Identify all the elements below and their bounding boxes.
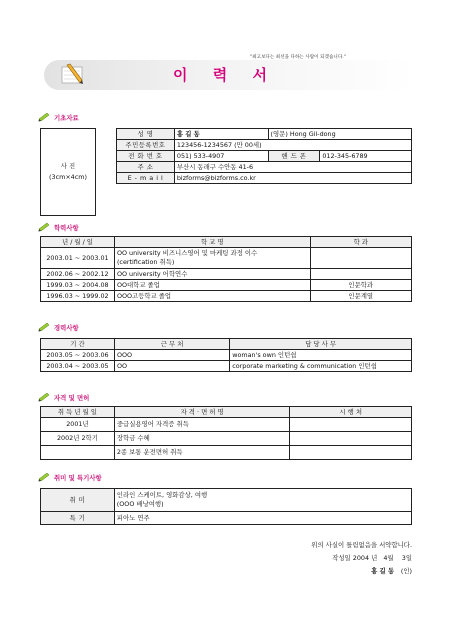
date-label: 작성일 <box>332 554 351 562</box>
issuer-cell <box>290 446 412 460</box>
table-header-row <box>41 339 412 350</box>
column-header: 담 당 사 무 <box>230 339 412 350</box>
table-header-row <box>41 407 412 418</box>
mobile-label: 핸 드 폰 <box>268 151 320 162</box>
date-cell: 2002.06 ~ 2002.12 <box>41 269 115 280</box>
date-year: 2004 년 <box>352 554 378 562</box>
date-cell: 2003.04 ~ 2003.05 <box>41 361 115 372</box>
table-row <box>41 512 412 525</box>
table-row <box>41 269 412 280</box>
date-cell: 2003.01 ~ 2003.01 <box>41 248 115 269</box>
section-title-career <box>38 322 79 332</box>
mobile-value: 012-345-6789 <box>320 151 412 162</box>
pencil-icon <box>60 62 86 88</box>
section-label: 학력사항 <box>54 223 79 232</box>
major-cell: 인문학과 <box>310 280 411 291</box>
issuer-cell <box>290 432 412 446</box>
photo-box <box>40 128 96 216</box>
english-name-cell <box>268 129 411 140</box>
table-row <box>41 432 412 446</box>
date-line <box>332 553 412 562</box>
address-value: 부산시 동래구 수안동 41-6 <box>174 162 411 173</box>
section-title-license <box>38 392 89 402</box>
date-cell: 1996.03 ~ 1999.02 <box>41 291 115 302</box>
hobby-line: 인라인 스케이트, 영화감상, 여행 <box>116 491 208 499</box>
section-title-education <box>38 222 79 232</box>
column-header: 년 / 월 / 일 <box>41 237 115 248</box>
section-title-hobby <box>38 472 102 482</box>
photo-size: (3cm×4cm) <box>49 173 87 181</box>
school-cell: OO university 어학연수 <box>114 269 310 280</box>
section-title-basic <box>38 112 79 122</box>
talent-value: 피아노 연주 <box>114 512 411 525</box>
table-row <box>41 361 412 372</box>
column-header: 근 무 처 <box>114 339 229 350</box>
date-cell: 2003.05 ~ 2003.06 <box>41 350 115 361</box>
section-pencil-icon <box>38 222 52 232</box>
table-row <box>41 446 412 460</box>
school-line: (certification 취득) <box>116 258 175 266</box>
english-name-label: (영문) <box>270 129 288 138</box>
phone-value: 051) 533-4907 <box>174 151 268 162</box>
duty-cell: woman's own 인턴쉽 <box>230 350 412 361</box>
section-label: 취미 및 특기사항 <box>54 473 102 482</box>
issuer-cell <box>290 418 412 432</box>
section-label: 경력사항 <box>54 323 79 332</box>
section-pencil-icon <box>38 322 52 332</box>
license-name-cell: 장학금 수혜 <box>114 432 290 446</box>
column-header: 학 교 명 <box>114 237 310 248</box>
column-header: 취 득 년 월 일 <box>41 407 115 418</box>
school-cell: OO대학교 졸업 <box>114 280 310 291</box>
company-cell: OO <box>114 361 229 372</box>
section-label: 기초자료 <box>54 113 79 122</box>
date-month: 4월 <box>383 554 394 562</box>
table-row <box>117 140 412 151</box>
column-header: 시 행 처 <box>290 407 412 418</box>
talent-label: 특 기 <box>41 512 115 525</box>
school-cell: OOO고등학교 졸업 <box>114 291 310 302</box>
email-label: E - m a i l <box>117 173 175 184</box>
hobby-label: 취 미 <box>41 489 115 512</box>
hobby-line: (OOO 배낭여행) <box>116 500 164 508</box>
table-row <box>41 350 412 361</box>
statement-text: 위의 사실이 틀림없음을 서약합니다. <box>311 541 412 549</box>
license-name-cell: 중급실용영어 자격증 취득 <box>114 418 290 432</box>
date-cell: 2002년 2학기 <box>41 432 115 446</box>
major-cell: 인문계열 <box>310 291 411 302</box>
table-row <box>41 489 412 512</box>
hobby-table <box>40 488 412 525</box>
major-cell <box>310 269 411 280</box>
license-name-cell: 2종 보통 운전면허 취득 <box>114 446 290 460</box>
basic-info-table <box>116 128 412 184</box>
school-line: OO university 비즈니스영어 및 마케팅 과정 이수 <box>116 249 258 257</box>
column-header: 학 과 <box>310 237 411 248</box>
signer-name: 홍 길 동 <box>371 567 395 575</box>
hobby-value <box>114 489 411 512</box>
photo-label: 사 진 <box>60 162 76 170</box>
table-row <box>41 280 412 291</box>
column-header: 기 간 <box>41 339 115 350</box>
school-cell <box>114 248 310 269</box>
date-cell: 2001년 <box>41 418 115 432</box>
id-value: 123456-1234567 (만 00세) <box>174 140 411 151</box>
name-label: 성 명 <box>117 129 175 140</box>
table-row <box>117 173 412 184</box>
career-table <box>40 338 412 372</box>
company-cell: OOO <box>114 350 229 361</box>
email-value: bizforms@bizforms.co.kr <box>174 173 411 184</box>
date-cell <box>41 446 115 460</box>
seal-mark: (인) <box>400 567 412 575</box>
section-pencil-icon <box>38 112 52 122</box>
section-pencil-icon <box>38 472 52 482</box>
table-row <box>117 129 412 140</box>
table-row <box>41 291 412 302</box>
page-title: 이 력 서 <box>173 66 277 84</box>
duty-cell: corporate marketing & communication 인턴쉽 <box>230 361 412 372</box>
motto-text: "최고보다는 최선을 다하는 사람이 되겠습니다." <box>250 55 346 60</box>
table-row <box>117 151 412 162</box>
table-header-row <box>41 237 412 248</box>
english-name-value: Hong Gil-dong <box>289 129 336 138</box>
id-label: 주민등록번호 <box>117 140 175 151</box>
table-row <box>117 162 412 173</box>
date-cell: 1999.03 ~ 2004.08 <box>41 280 115 291</box>
signature-line <box>371 566 412 575</box>
education-table <box>40 236 412 302</box>
column-header: 자 격 · 면 허 명 <box>114 407 290 418</box>
phone-label: 전 화 번 호 <box>117 151 175 162</box>
name-value: 홍 길 동 <box>174 129 268 140</box>
section-pencil-icon <box>38 392 52 402</box>
table-row <box>41 418 412 432</box>
major-cell <box>310 248 411 269</box>
address-label: 주 소 <box>117 162 175 173</box>
license-table <box>40 406 412 460</box>
table-row <box>41 248 412 269</box>
section-label: 자격 및 면허 <box>54 393 90 402</box>
date-day: 3일 <box>401 554 412 562</box>
